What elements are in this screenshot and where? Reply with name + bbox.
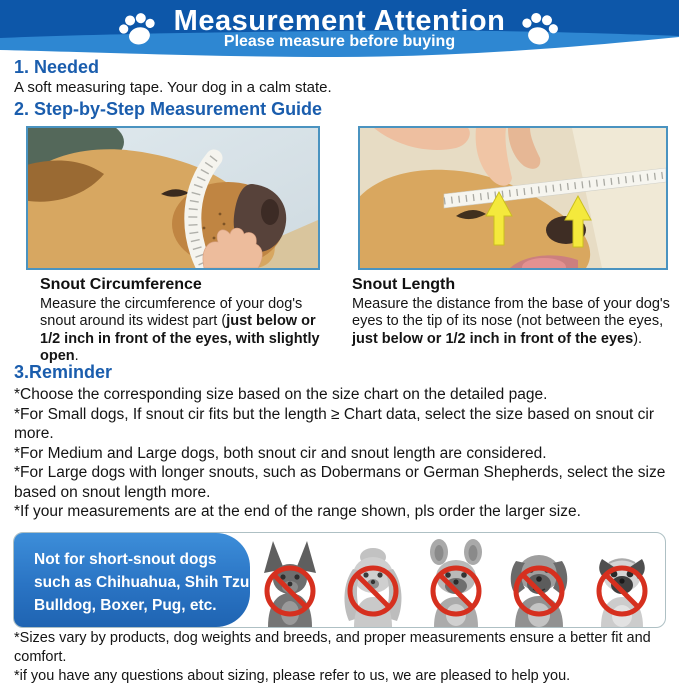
warning-blue-panel xyxy=(14,533,254,627)
warning-line: Not for short-snout dogs xyxy=(34,551,217,568)
reminder-item: *If your measurements are at the end of the range shown, pls order the larger size. xyxy=(14,503,581,520)
french-bulldog-no-icon xyxy=(417,537,495,627)
footer-notes xyxy=(14,629,669,686)
warning-text xyxy=(34,548,254,617)
photo-snout-circumference xyxy=(26,126,320,270)
caption-title: Snout Length xyxy=(352,276,456,293)
photo-snout-length xyxy=(358,126,668,270)
reminder-item: *For Large dogs with longer snouts, such as Dobermans or German Shepherds, select the size based on snout length more. xyxy=(14,464,666,501)
caption-title: Snout Circumference xyxy=(40,276,202,293)
reminder-item: *For Medium and Large dogs, both snout cir and snout length are considered. xyxy=(14,444,547,462)
dog-circumference-illustration xyxy=(28,128,318,268)
reminder-list xyxy=(14,385,669,522)
pug-no-icon xyxy=(583,537,661,627)
shih-tzu-no-icon xyxy=(334,537,412,627)
warning-line: such as Chihuahua, Shih Tzu, xyxy=(34,574,254,591)
section-heading-needed: 1. Needed xyxy=(14,57,100,77)
caption-text: Measure the distance from the base of your dog's eyes to the tip of its nose (not between the eyes, xyxy=(352,295,670,329)
banned-dogs-row xyxy=(251,533,661,627)
caption-text-bold: just below or 1/2 inch in front of the eyes xyxy=(352,330,634,347)
caption-text-bold: just below or 1/2 inch in front of the eyes, with slightly open xyxy=(40,313,320,364)
reminder-item: *Choose the corresponding size based on the size chart on the detailed page. xyxy=(14,386,548,403)
caption-text: Measure the circumference of your dog's snout around its widest part ( xyxy=(40,295,303,329)
chihuahua-no-icon xyxy=(251,537,329,627)
caption-snout-circumference xyxy=(40,276,336,366)
caption-text-tail: ). xyxy=(633,330,643,347)
header-banner xyxy=(0,0,679,62)
page-subtitle: Please measure before buying xyxy=(223,33,456,50)
section-heading-guide: 2. Step-by-Step Measurement Guide xyxy=(14,99,323,119)
footer-line: *if you have any questions about sizing, please refer to us, we are pleased to help you. xyxy=(14,668,571,684)
page-title: Measurement Attention xyxy=(173,5,506,37)
section-heading-reminder: 3.Reminder xyxy=(14,362,113,382)
caption-snout-length xyxy=(352,276,670,348)
footer-line: *Sizes vary by products, dog weights and breeds, and proper measurements ensure a better fit and comfort. xyxy=(14,630,651,665)
warning-line: Bulldog, Boxer, Pug, etc. xyxy=(34,597,217,614)
dog-nostril xyxy=(261,199,279,225)
boxer-no-icon xyxy=(500,537,578,627)
dog-length-illustration xyxy=(360,128,666,268)
not-for-short-snout-box xyxy=(13,532,666,628)
caption-text-tail: . xyxy=(74,348,79,364)
needed-body-text: A soft measuring tape. Your dog in a calm state. xyxy=(14,79,332,96)
reminder-item: *For Small dogs, If snout cir fits but the length ≥ Chart data, select the size based on snout cir more. xyxy=(14,405,655,442)
